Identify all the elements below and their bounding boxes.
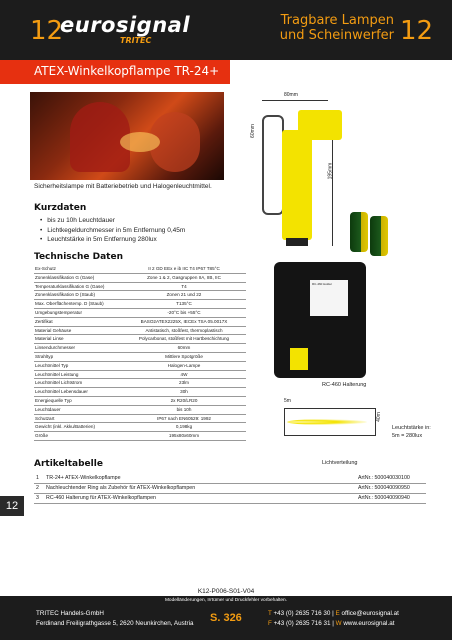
lamp-body — [282, 130, 312, 240]
spec-value: Zonen 21 und 22 — [122, 291, 246, 300]
article-number-index: 2 — [34, 484, 44, 494]
holder-caption: RC-460 Halterung — [322, 382, 367, 388]
depth-dimension: 60mm — [249, 124, 256, 138]
spec-value: II 2 GD EEx e ib IIC T4 IP67 T85°C — [122, 265, 246, 273]
company-name: TRITEC Handels-GmbH — [36, 610, 104, 617]
table-row — [34, 370, 246, 379]
spec-label: Leuchtmittel Leistung — [34, 370, 122, 379]
table-row — [34, 265, 246, 273]
spec-value: Halogen-Lampe — [122, 361, 246, 370]
table-row — [34, 317, 246, 326]
article-description: RC-460 Halterung für ATEX-Winkelkopflampen — [44, 494, 356, 504]
table-row — [34, 432, 246, 441]
width-dimension-line — [262, 100, 328, 101]
table-row — [34, 335, 246, 344]
table-row — [34, 414, 246, 423]
table-row — [34, 300, 246, 309]
table-row — [34, 484, 426, 494]
table-row — [34, 291, 246, 300]
spec-value: bis 10h — [122, 405, 246, 414]
table-row — [34, 344, 246, 353]
specs-table — [34, 265, 246, 441]
table-row — [34, 379, 246, 388]
firefighter-photo — [30, 92, 224, 180]
beam-width-dimension: 5m — [284, 398, 291, 404]
page-number-left: 12 — [30, 16, 64, 46]
luminance-note: Leuchtstärke in: 5m = 280lux — [392, 425, 431, 439]
height-dimension: 195mm — [327, 162, 334, 180]
list-item: • Leuchtstärke in 5m Entfernung 280lux — [40, 235, 185, 245]
lamp-head — [298, 110, 342, 140]
spec-value: 2x R20/LR20 — [122, 396, 246, 405]
article-table — [34, 474, 426, 504]
spec-label: Leuchtmittel Lichtstrom — [34, 379, 122, 388]
product-title-bar — [0, 60, 230, 84]
photo-caption: Sicherheitslampe mit Batteriebetrieb und Halogenleuchtmittel. — [34, 183, 212, 190]
summary-list — [40, 216, 185, 245]
company-info — [36, 609, 194, 629]
product-title: ATEX-Winkelkopflampe TR-24+ — [34, 64, 220, 78]
table-row — [34, 494, 426, 504]
spec-value: 30h — [122, 388, 246, 397]
spec-value: 0,198kg — [122, 423, 246, 432]
table-row — [34, 388, 246, 397]
battery-image — [350, 212, 368, 252]
footer-disclaimer: Modelländerungen, Irrtümer und Druckfehler vorbehalten. — [164, 598, 288, 603]
fax-number: +43 (0) 2635 716 31 — [273, 620, 331, 627]
spec-label: Zertifikat — [34, 317, 122, 326]
spec-value: Polycarbonat, stoßfest mit Hartbeschichtung — [122, 335, 246, 344]
email-link[interactable]: office@eurosignal.at — [341, 610, 399, 617]
spec-label: Material Linse — [34, 335, 122, 344]
beam-diagram — [284, 408, 376, 436]
specs-heading: Technische Daten — [34, 252, 123, 262]
table-row — [34, 326, 246, 335]
spec-value: -20°C bis +55°C — [122, 308, 246, 317]
spec-label: Material Gehäuse — [34, 326, 122, 335]
spec-label: Strahltyp — [34, 352, 122, 361]
brand-subtitle: TRITEC — [120, 36, 152, 45]
list-item: • bis zu 10h Leuchtdauer — [40, 216, 185, 226]
article-table-heading: Artikeltabelle — [34, 459, 103, 469]
spec-label: Max. Oberflächentemp. D (Staub) — [34, 300, 122, 309]
spec-value: Zone 1 & 2, Gasgruppen IIA, IIB, IIC — [122, 273, 246, 282]
table-row — [34, 352, 246, 361]
beam-height-dimension: 40m — [375, 412, 382, 422]
table-row — [34, 361, 246, 370]
spec-value: 23lm — [122, 379, 246, 388]
beam-shape — [287, 419, 367, 425]
contact-info: T +43 (0) 2635 716 30 | E office@eurosignal.at F +43 (0) 2635 716 31 | W www.eurosignal.at — [268, 610, 399, 627]
table-row — [34, 396, 246, 405]
width-dimension: 80mm — [284, 92, 298, 98]
spec-label: Energiequelle Typ — [34, 396, 122, 405]
beam-caption: Lichtverteilung — [322, 460, 358, 466]
spec-value: T135°C — [122, 300, 246, 309]
article-number-index: 3 — [34, 494, 44, 504]
spec-label: Linsendurchmesser — [34, 344, 122, 353]
spec-label: Schutzart — [34, 414, 122, 423]
spec-value: 195x80x60mm — [122, 432, 246, 441]
holder-label: RC-460 Holder — [310, 280, 348, 316]
article-code: ArtNr.: 500040030100 — [356, 474, 426, 484]
table-row — [34, 474, 426, 484]
spec-value: Mittlere Spotgröße — [122, 352, 246, 361]
spec-label: Zonenklassifikation D (Staub) — [34, 291, 122, 300]
spec-label: Ex-Schutz — [34, 265, 122, 273]
company-address: Ferdinand Freiligrathgasse 5, 2620 Neunkirchen, Austria — [36, 620, 194, 627]
article-code: ArtNr.: 500040090940 — [356, 494, 426, 504]
spec-label: Größe — [34, 432, 122, 441]
website-link[interactable]: www.eurosignal.at — [343, 620, 395, 627]
page-number-right: 12 — [400, 16, 434, 46]
document-code: K12-P006-S01-V04 — [197, 588, 255, 595]
battery-image — [370, 216, 388, 256]
page-footer — [0, 596, 452, 640]
table-row — [34, 423, 246, 432]
summary-heading: Kurzdaten — [34, 203, 87, 213]
category-title: Tragbare Lampen und Scheinwerfer — [279, 13, 394, 43]
table-row — [34, 308, 246, 317]
spec-value: 60mm — [122, 344, 246, 353]
spec-value: IP67 nach EN60529: 1992 — [122, 414, 246, 423]
table-row — [34, 282, 246, 291]
article-description: Nachleuchtender Ring als Zubehör für ATEX-Winkelkopflampen — [44, 484, 356, 494]
article-code: ArtNr.: 500040090950 — [356, 484, 426, 494]
spec-value: 4W — [122, 370, 246, 379]
spec-label: Leuchtmittel Lebensdauer — [34, 388, 122, 397]
lamp-base — [286, 238, 308, 246]
lamp-glow — [120, 132, 160, 152]
list-item: • Lichtkegeldurchmesser in 5m Entfernung 0,45m — [40, 226, 185, 236]
table-row — [34, 273, 246, 282]
brand-logo: eurosignal — [60, 13, 191, 37]
side-tab: 12 — [0, 496, 24, 516]
lamp-belt-clip — [262, 115, 284, 215]
spec-label: Gewicht (inkl. Akku/Batterien) — [34, 423, 122, 432]
spec-label: Leuchtmittel Typ — [34, 361, 122, 370]
spec-label: Leuchtdauer — [34, 405, 122, 414]
phone-number: +43 (0) 2635 716 30 — [273, 610, 331, 617]
spec-value: T4 — [122, 282, 246, 291]
spec-value: Antistatisch, stoßfest, thermoplastisch — [122, 326, 246, 335]
article-description: TR-24+ ATEX-Winkelkopflampe — [44, 474, 356, 484]
spec-label: Umgebungstemperatur — [34, 308, 122, 317]
page-reference: S. 326 — [210, 612, 242, 624]
spec-label: Temperaturklassifikation G (Gase) — [34, 282, 122, 291]
spec-label: Zonenklassifikation G (Gase) — [34, 273, 122, 282]
table-row — [34, 405, 246, 414]
spec-value: BASO2ATEX2225X, IECEx TSA 05.0017X — [122, 317, 246, 326]
holder-lamp-detail — [290, 348, 308, 370]
article-number-index: 1 — [34, 474, 44, 484]
page-header — [0, 0, 452, 60]
